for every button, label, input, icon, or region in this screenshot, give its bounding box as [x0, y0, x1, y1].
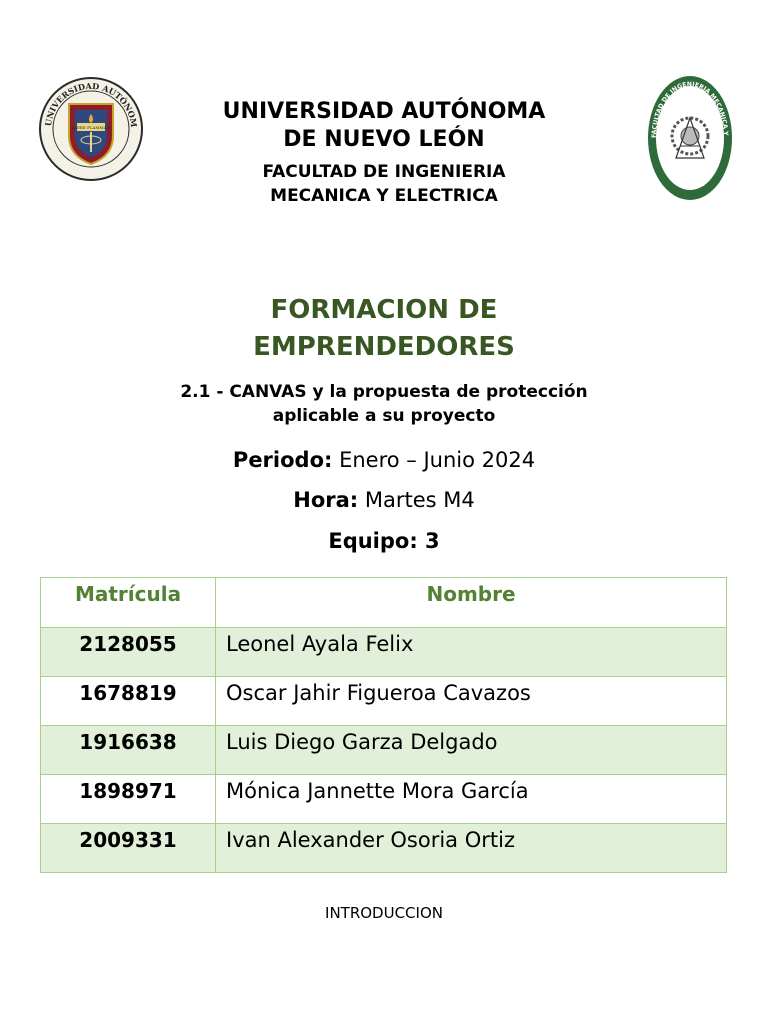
nombre-cell: Luis Diego Garza Delgado [216, 726, 727, 775]
nombre-cell: Oscar Jahir Figueroa Cavazos [216, 677, 727, 726]
matricula-cell: 1678819 [41, 677, 216, 726]
activity-title [0, 380, 768, 428]
periodo-value: Enero – Junio 2024 [339, 448, 536, 472]
activity-line-1: 2.1 - CANVAS y la propuesta de protección [180, 382, 588, 402]
header-nombre: Nombre [216, 578, 727, 628]
faculty-name [0, 160, 768, 208]
nombre-cell: Leonel Ayala Felix [216, 628, 727, 677]
periodo-line [0, 446, 768, 474]
matricula-cell: 2009331 [41, 824, 216, 873]
members-table [40, 577, 727, 873]
table-row [41, 677, 727, 726]
faculty-line-2: MECANICA Y ELECTRICA [270, 186, 498, 206]
nombre-cell: Ivan Alexander Osoria Ortiz [216, 824, 727, 873]
hora-line [0, 486, 768, 514]
periodo-label: Periodo: [232, 448, 333, 472]
matricula-cell: 2128055 [41, 628, 216, 677]
hora-label: Hora: [293, 488, 359, 512]
hora-value: Martes M4 [364, 488, 475, 512]
table-row [41, 775, 727, 824]
svg-text:UNIVERSIDAD AUTÓNOMA DE NUEVO: UNIVERSIDAD AUTÓNOM [43, 80, 140, 128]
matricula-cell: 1898971 [41, 775, 216, 824]
intro-heading: INTRODUCCION [325, 904, 443, 922]
table-row [41, 824, 727, 873]
svg-text:ALERE FLAMMAM: ALERE FLAMMAM [71, 125, 111, 130]
matricula-cell: 1916638 [41, 726, 216, 775]
faculty-line-1: FACULTAD DE INGENIERIA [262, 162, 506, 182]
nombre-cell: Mónica Jannette Mora García [216, 775, 727, 824]
university-line-2: DE NUEVO LEÓN [283, 127, 485, 152]
header-matricula: Matrícula [41, 578, 216, 628]
university-name [0, 98, 768, 154]
table-row [41, 628, 727, 677]
subject-line-2: EMPRENDEDORES [253, 332, 515, 362]
subject-title [0, 292, 768, 366]
university-line-1: UNIVERSIDAD AUTÓNOMA [222, 99, 546, 124]
equipo-label: Equipo: 3 [328, 529, 440, 553]
activity-line-2: aplicable a su proyecto [272, 406, 496, 426]
svg-text:FACULTAD DE INGENIERIA MECANIC: FACULTAD DE INGENIERIA MECANICA Y [650, 80, 729, 139]
equipo-line [0, 527, 768, 555]
table-header-row [41, 578, 727, 628]
table-row [41, 726, 727, 775]
svg-text:U A N L: U A N L [675, 180, 705, 188]
subject-line-1: FORMACION DE [270, 295, 498, 325]
